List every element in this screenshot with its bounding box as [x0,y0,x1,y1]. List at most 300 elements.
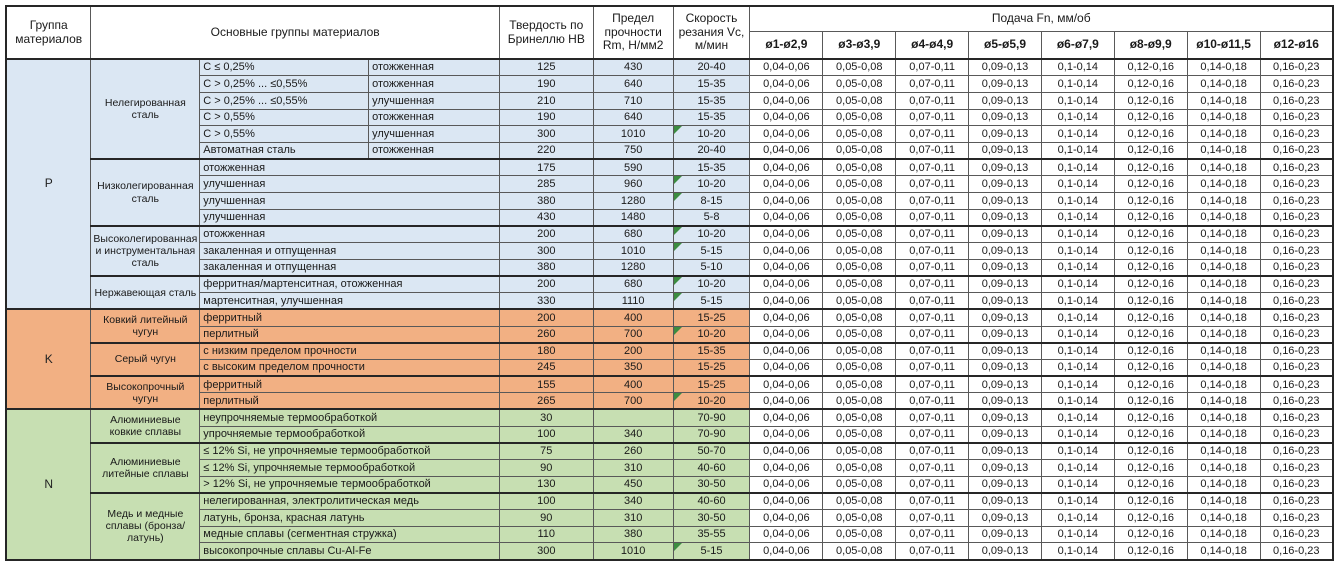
hardness-cell[interactable]: 220 [499,142,593,159]
feed-cell[interactable]: 0,07-0,11 [896,193,969,210]
feed-cell[interactable]: 0,12-0,16 [1114,543,1187,560]
subgroup-name-cell[interactable]: Алюминиевые литейные сплавы [91,443,200,493]
material-desc-cell[interactable]: улучшенная [200,193,500,210]
feed-cell[interactable]: 0,09-0,13 [969,59,1042,76]
tensile-cell[interactable]: 700 [593,326,673,343]
subgroup-name-cell[interactable]: Серый чугун [91,343,200,376]
feed-cell[interactable]: 0,14-0,18 [1187,142,1260,159]
feed-cell[interactable]: 0,05-0,08 [823,526,896,543]
feed-cell[interactable]: 0,12-0,16 [1114,476,1187,493]
feed-cell[interactable]: 0,14-0,18 [1187,476,1260,493]
tensile-cell[interactable]: 1480 [593,209,673,226]
header-main-material-groups[interactable]: Основные группы материалов [91,6,499,59]
feed-cell[interactable]: 0,07-0,11 [896,359,969,376]
feed-cell[interactable]: 0,04-0,06 [750,293,823,310]
feed-cell[interactable]: 0,1-0,14 [1041,443,1114,460]
material-desc-cell[interactable]: ферритный [200,376,500,393]
header-hardness-hb[interactable]: Твердость по Бринеллю HB [499,6,593,59]
feed-cell[interactable]: 0,14-0,18 [1187,426,1260,443]
feed-cell[interactable]: 0,04-0,06 [750,209,823,226]
tensile-cell[interactable]: 430 [593,59,673,76]
feed-cell[interactable]: 0,04-0,06 [750,476,823,493]
feed-cell[interactable]: 0,16-0,23 [1260,426,1333,443]
feed-cell[interactable]: 0,05-0,08 [823,126,896,143]
material-state-cell[interactable]: отожженная [369,142,500,159]
feed-cell[interactable]: 0,05-0,08 [823,443,896,460]
feed-cell[interactable]: 0,16-0,23 [1260,159,1333,176]
feed-cell[interactable]: 0,05-0,08 [823,460,896,477]
feed-cell[interactable]: 0,14-0,18 [1187,109,1260,126]
material-desc-cell[interactable]: улучшенная [200,176,500,193]
tensile-cell[interactable]: 710 [593,92,673,109]
feed-cell[interactable]: 0,05-0,08 [823,426,896,443]
tensile-cell[interactable]: 750 [593,142,673,159]
speed-cell[interactable]: 5-15 [673,543,750,560]
feed-cell[interactable]: 0,16-0,23 [1260,326,1333,343]
feed-cell[interactable]: 0,07-0,11 [896,243,969,260]
material-desc-cell[interactable]: ≤ 12% Si, не упрочняемые термообработкой [200,443,500,460]
feed-cell[interactable]: 0,07-0,11 [896,343,969,360]
feed-cell[interactable]: 0,07-0,11 [896,460,969,477]
hardness-cell[interactable]: 200 [499,276,593,293]
speed-cell[interactable]: 15-25 [673,309,750,326]
feed-cell[interactable]: 0,16-0,23 [1260,59,1333,76]
feed-cell[interactable]: 0,14-0,18 [1187,343,1260,360]
feed-cell[interactable]: 0,04-0,06 [750,309,823,326]
feed-cell[interactable]: 0,05-0,08 [823,76,896,93]
feed-cell[interactable]: 0,12-0,16 [1114,76,1187,93]
feed-cell[interactable]: 0,1-0,14 [1041,59,1114,76]
hardness-cell[interactable]: 130 [499,476,593,493]
feed-cell[interactable]: 0,1-0,14 [1041,293,1114,310]
feed-cell[interactable]: 0,14-0,18 [1187,92,1260,109]
speed-cell[interactable]: 15-25 [673,376,750,393]
feed-cell[interactable]: 0,16-0,23 [1260,142,1333,159]
speed-cell[interactable]: 10-20 [673,176,750,193]
feed-cell[interactable]: 0,04-0,06 [750,176,823,193]
feed-cell[interactable]: 0,05-0,08 [823,209,896,226]
feed-cell[interactable]: 0,12-0,16 [1114,226,1187,243]
feed-cell[interactable]: 0,07-0,11 [896,59,969,76]
feed-cell[interactable]: 0,16-0,23 [1260,359,1333,376]
speed-cell[interactable]: 15-35 [673,92,750,109]
feed-cell[interactable]: 0,05-0,08 [823,326,896,343]
tensile-cell[interactable]: 1010 [593,243,673,260]
feed-cell[interactable]: 0,07-0,11 [896,209,969,226]
hardness-cell[interactable]: 125 [499,59,593,76]
feed-cell[interactable]: 0,05-0,08 [823,276,896,293]
feed-cell[interactable]: 0,14-0,18 [1187,276,1260,293]
feed-cell[interactable]: 0,09-0,13 [969,276,1042,293]
header-material-group[interactable]: Группа материалов [6,6,91,59]
tensile-cell[interactable]: 700 [593,393,673,410]
hardness-cell[interactable]: 180 [499,343,593,360]
feed-cell[interactable]: 0,16-0,23 [1260,176,1333,193]
feed-cell[interactable]: 0,1-0,14 [1041,159,1114,176]
feed-cell[interactable]: 0,12-0,16 [1114,526,1187,543]
speed-cell[interactable]: 10-20 [673,326,750,343]
feed-cell[interactable]: 0,16-0,23 [1260,259,1333,276]
hardness-cell[interactable]: 90 [499,510,593,527]
feed-cell[interactable]: 0,1-0,14 [1041,359,1114,376]
hardness-cell[interactable]: 260 [499,326,593,343]
feed-cell[interactable]: 0,05-0,08 [823,259,896,276]
feed-cell[interactable]: 0,1-0,14 [1041,259,1114,276]
material-desc-cell[interactable]: упрочняемые термообработкой [200,426,500,443]
feed-cell[interactable]: 0,09-0,13 [969,209,1042,226]
feed-cell[interactable]: 0,1-0,14 [1041,343,1114,360]
feed-cell[interactable]: 0,07-0,11 [896,76,969,93]
material-desc-cell[interactable]: высокопрочные сплавы Cu-Al-Fe [200,543,500,560]
tensile-cell[interactable]: 640 [593,76,673,93]
feed-cell[interactable]: 0,05-0,08 [823,359,896,376]
feed-cell[interactable]: 0,04-0,06 [750,326,823,343]
tensile-cell[interactable]: 200 [593,343,673,360]
hardness-cell[interactable]: 100 [499,493,593,510]
feed-cell[interactable]: 0,05-0,08 [823,510,896,527]
feed-cell[interactable]: 0,12-0,16 [1114,176,1187,193]
tensile-cell[interactable]: 1010 [593,543,673,560]
feed-cell[interactable]: 0,04-0,06 [750,59,823,76]
speed-cell[interactable]: 10-20 [673,276,750,293]
group-letter-cell[interactable]: N [6,409,91,559]
hardness-cell[interactable]: 155 [499,376,593,393]
feed-cell[interactable]: 0,09-0,13 [969,376,1042,393]
feed-cell[interactable]: 0,05-0,08 [823,243,896,260]
feed-cell[interactable]: 0,07-0,11 [896,476,969,493]
feed-cell[interactable]: 0,14-0,18 [1187,76,1260,93]
header-feed-col[interactable]: ø4-ø4,9 [896,31,969,59]
feed-cell[interactable]: 0,04-0,06 [750,376,823,393]
feed-cell[interactable]: 0,16-0,23 [1260,226,1333,243]
feed-cell[interactable]: 0,1-0,14 [1041,276,1114,293]
feed-cell[interactable]: 0,05-0,08 [823,193,896,210]
feed-cell[interactable]: 0,07-0,11 [896,259,969,276]
tensile-cell[interactable]: 590 [593,159,673,176]
feed-cell[interactable]: 0,04-0,06 [750,126,823,143]
tensile-cell[interactable]: 1280 [593,193,673,210]
tensile-cell[interactable]: 960 [593,176,673,193]
tensile-cell[interactable]: 400 [593,376,673,393]
tensile-cell[interactable]: 340 [593,426,673,443]
material-state-cell[interactable]: отожженная [369,76,500,93]
feed-cell[interactable]: 0,04-0,06 [750,92,823,109]
feed-cell[interactable]: 0,09-0,13 [969,293,1042,310]
feed-cell[interactable]: 0,16-0,23 [1260,493,1333,510]
material-desc-cell[interactable]: C ≤ 0,25% [200,59,369,76]
feed-cell[interactable]: 0,09-0,13 [969,193,1042,210]
material-desc-cell[interactable]: ≤ 12% Si, упрочняемые термообработкой [200,460,500,477]
feed-cell[interactable]: 0,16-0,23 [1260,193,1333,210]
feed-cell[interactable]: 0,1-0,14 [1041,243,1114,260]
feed-cell[interactable]: 0,05-0,08 [823,493,896,510]
feed-cell[interactable]: 0,07-0,11 [896,159,969,176]
tensile-cell[interactable]: 450 [593,476,673,493]
feed-cell[interactable]: 0,1-0,14 [1041,92,1114,109]
feed-cell[interactable]: 0,16-0,23 [1260,243,1333,260]
feed-cell[interactable]: 0,14-0,18 [1187,359,1260,376]
feed-cell[interactable]: 0,05-0,08 [823,159,896,176]
speed-cell[interactable]: 35-55 [673,526,750,543]
feed-cell[interactable]: 0,14-0,18 [1187,526,1260,543]
feed-cell[interactable]: 0,04-0,06 [750,426,823,443]
feed-cell[interactable]: 0,16-0,23 [1260,460,1333,477]
material-desc-cell[interactable]: C > 0,25% ... ≤0,55% [200,76,369,93]
feed-cell[interactable]: 0,07-0,11 [896,92,969,109]
feed-cell[interactable]: 0,09-0,13 [969,142,1042,159]
speed-cell[interactable]: 10-20 [673,126,750,143]
feed-cell[interactable]: 0,14-0,18 [1187,309,1260,326]
feed-cell[interactable]: 0,14-0,18 [1187,259,1260,276]
feed-cell[interactable]: 0,09-0,13 [969,176,1042,193]
header-feed-col[interactable]: ø1-ø2,9 [750,31,823,59]
feed-cell[interactable]: 0,12-0,16 [1114,209,1187,226]
feed-cell[interactable]: 0,12-0,16 [1114,276,1187,293]
feed-cell[interactable]: 0,04-0,06 [750,226,823,243]
material-desc-cell[interactable]: с высоким пределом прочности [200,359,500,376]
tensile-cell[interactable]: 310 [593,460,673,477]
feed-cell[interactable]: 0,12-0,16 [1114,460,1187,477]
feed-cell[interactable]: 0,09-0,13 [969,243,1042,260]
hardness-cell[interactable]: 300 [499,126,593,143]
feed-cell[interactable]: 0,14-0,18 [1187,176,1260,193]
feed-cell[interactable]: 0,12-0,16 [1114,359,1187,376]
hardness-cell[interactable]: 75 [499,443,593,460]
feed-cell[interactable]: 0,07-0,11 [896,409,969,426]
feed-cell[interactable]: 0,04-0,06 [750,493,823,510]
feed-cell[interactable]: 0,09-0,13 [969,359,1042,376]
feed-cell[interactable]: 0,1-0,14 [1041,309,1114,326]
feed-cell[interactable]: 0,12-0,16 [1114,92,1187,109]
feed-cell[interactable]: 0,09-0,13 [969,526,1042,543]
speed-cell[interactable]: 15-25 [673,359,750,376]
speed-cell[interactable]: 5-10 [673,259,750,276]
feed-cell[interactable]: 0,07-0,11 [896,443,969,460]
feed-cell[interactable]: 0,14-0,18 [1187,159,1260,176]
feed-cell[interactable]: 0,16-0,23 [1260,109,1333,126]
hardness-cell[interactable]: 285 [499,176,593,193]
speed-cell[interactable]: 15-35 [673,109,750,126]
feed-cell[interactable]: 0,04-0,06 [750,343,823,360]
speed-cell[interactable]: 20-40 [673,142,750,159]
speed-cell[interactable]: 70-90 [673,426,750,443]
hardness-cell[interactable]: 110 [499,526,593,543]
material-state-cell[interactable]: отожженная [369,109,500,126]
feed-cell[interactable]: 0,07-0,11 [896,426,969,443]
feed-cell[interactable]: 0,05-0,08 [823,376,896,393]
tensile-cell[interactable]: 260 [593,443,673,460]
feed-cell[interactable]: 0,07-0,11 [896,293,969,310]
tensile-cell[interactable]: 340 [593,493,673,510]
feed-cell[interactable]: 0,1-0,14 [1041,426,1114,443]
material-desc-cell[interactable]: перлитный [200,393,500,410]
hardness-cell[interactable]: 200 [499,226,593,243]
material-desc-cell[interactable]: мартенситная, улучшенная [200,293,500,310]
feed-cell[interactable]: 0,07-0,11 [896,276,969,293]
feed-cell[interactable]: 0,09-0,13 [969,226,1042,243]
feed-cell[interactable]: 0,05-0,08 [823,59,896,76]
hardness-cell[interactable]: 30 [499,409,593,426]
feed-cell[interactable]: 0,09-0,13 [969,393,1042,410]
feed-cell[interactable]: 0,12-0,16 [1114,376,1187,393]
feed-cell[interactable]: 0,14-0,18 [1187,409,1260,426]
hardness-cell[interactable]: 245 [499,359,593,376]
speed-cell[interactable]: 5-8 [673,209,750,226]
feed-cell[interactable]: 0,1-0,14 [1041,476,1114,493]
speed-cell[interactable]: 30-50 [673,510,750,527]
tensile-cell[interactable]: 380 [593,526,673,543]
feed-cell[interactable]: 0,16-0,23 [1260,526,1333,543]
feed-cell[interactable]: 0,1-0,14 [1041,409,1114,426]
feed-cell[interactable]: 0,1-0,14 [1041,510,1114,527]
feed-cell[interactable]: 0,1-0,14 [1041,226,1114,243]
feed-cell[interactable]: 0,16-0,23 [1260,276,1333,293]
feed-cell[interactable]: 0,09-0,13 [969,326,1042,343]
feed-cell[interactable]: 0,09-0,13 [969,426,1042,443]
feed-cell[interactable]: 0,14-0,18 [1187,510,1260,527]
feed-cell[interactable]: 0,04-0,06 [750,443,823,460]
feed-cell[interactable]: 0,04-0,06 [750,76,823,93]
feed-cell[interactable]: 0,14-0,18 [1187,126,1260,143]
subgroup-name-cell[interactable]: Низколегированная сталь [91,159,200,226]
material-desc-cell[interactable]: закаленная и отпущенная [200,259,500,276]
subgroup-name-cell[interactable]: Нержавеющая сталь [91,276,200,309]
feed-cell[interactable]: 0,05-0,08 [823,543,896,560]
feed-cell[interactable]: 0,07-0,11 [896,176,969,193]
feed-cell[interactable]: 0,14-0,18 [1187,376,1260,393]
material-state-cell[interactable]: улучшенная [369,92,500,109]
feed-cell[interactable]: 0,09-0,13 [969,92,1042,109]
speed-cell[interactable]: 70-90 [673,409,750,426]
hardness-cell[interactable]: 190 [499,76,593,93]
feed-cell[interactable]: 0,14-0,18 [1187,226,1260,243]
material-state-cell[interactable]: отожженная [369,59,500,76]
feed-cell[interactable]: 0,07-0,11 [896,142,969,159]
feed-cell[interactable]: 0,14-0,18 [1187,293,1260,310]
feed-cell[interactable]: 0,05-0,08 [823,309,896,326]
header-feed-col[interactable]: ø6-ø7,9 [1041,31,1114,59]
hardness-cell[interactable]: 430 [499,209,593,226]
feed-cell[interactable]: 0,12-0,16 [1114,109,1187,126]
feed-cell[interactable]: 0,16-0,23 [1260,443,1333,460]
material-desc-cell[interactable]: отожженная [200,226,500,243]
feed-cell[interactable]: 0,12-0,16 [1114,393,1187,410]
feed-cell[interactable]: 0,1-0,14 [1041,493,1114,510]
feed-cell[interactable]: 0,16-0,23 [1260,126,1333,143]
feed-cell[interactable]: 0,16-0,23 [1260,409,1333,426]
speed-cell[interactable]: 30-50 [673,476,750,493]
tensile-cell[interactable] [593,409,673,426]
feed-cell[interactable]: 0,04-0,06 [750,460,823,477]
material-desc-cell[interactable]: медные сплавы (сегментная стружка) [200,526,500,543]
feed-cell[interactable]: 0,12-0,16 [1114,293,1187,310]
speed-cell[interactable]: 40-60 [673,460,750,477]
feed-cell[interactable]: 0,16-0,23 [1260,393,1333,410]
feed-cell[interactable]: 0,07-0,11 [896,393,969,410]
feed-cell[interactable]: 0,12-0,16 [1114,510,1187,527]
feed-cell[interactable]: 0,05-0,08 [823,109,896,126]
feed-cell[interactable]: 0,05-0,08 [823,409,896,426]
feed-cell[interactable]: 0,04-0,06 [750,526,823,543]
feed-cell[interactable]: 0,04-0,06 [750,142,823,159]
feed-cell[interactable]: 0,07-0,11 [896,493,969,510]
feed-cell[interactable]: 0,04-0,06 [750,276,823,293]
feed-cell[interactable]: 0,09-0,13 [969,343,1042,360]
feed-cell[interactable]: 0,1-0,14 [1041,393,1114,410]
material-desc-cell[interactable]: закаленная и отпущенная [200,243,500,260]
feed-cell[interactable]: 0,12-0,16 [1114,309,1187,326]
feed-cell[interactable]: 0,07-0,11 [896,309,969,326]
feed-cell[interactable]: 0,09-0,13 [969,259,1042,276]
speed-cell[interactable]: 10-20 [673,226,750,243]
feed-cell[interactable]: 0,09-0,13 [969,159,1042,176]
feed-cell[interactable]: 0,12-0,16 [1114,343,1187,360]
feed-cell[interactable]: 0,05-0,08 [823,293,896,310]
speed-cell[interactable]: 8-15 [673,193,750,210]
feed-cell[interactable]: 0,05-0,08 [823,176,896,193]
feed-cell[interactable]: 0,12-0,16 [1114,126,1187,143]
feed-cell[interactable]: 0,09-0,13 [969,309,1042,326]
feed-cell[interactable]: 0,04-0,06 [750,510,823,527]
feed-cell[interactable]: 0,14-0,18 [1187,543,1260,560]
material-desc-cell[interactable]: > 12% Si, не упрочняемые термообработкой [200,476,500,493]
header-feed-col[interactable]: ø3-ø3,9 [823,31,896,59]
feed-cell[interactable]: 0,1-0,14 [1041,142,1114,159]
group-letter-cell[interactable]: K [6,309,91,409]
feed-cell[interactable]: 0,12-0,16 [1114,243,1187,260]
feed-cell[interactable]: 0,04-0,06 [750,359,823,376]
material-desc-cell[interactable]: C > 0,25% ... ≤0,55% [200,92,369,109]
feed-cell[interactable]: 0,16-0,23 [1260,376,1333,393]
feed-cell[interactable]: 0,05-0,08 [823,343,896,360]
material-desc-cell[interactable]: ферритная/мартенситная, отожженная [200,276,500,293]
feed-cell[interactable]: 0,14-0,18 [1187,460,1260,477]
subgroup-name-cell[interactable]: Алюминиевые ковкие сплавы [91,409,200,442]
feed-cell[interactable]: 0,09-0,13 [969,476,1042,493]
speed-cell[interactable]: 20-40 [673,59,750,76]
header-feed-col[interactable]: ø12-ø16 [1260,31,1333,59]
material-desc-cell[interactable]: латунь, бронза, красная латунь [200,510,500,527]
feed-cell[interactable]: 0,12-0,16 [1114,59,1187,76]
feed-cell[interactable]: 0,16-0,23 [1260,209,1333,226]
feed-cell[interactable]: 0,14-0,18 [1187,59,1260,76]
hardness-cell[interactable]: 100 [499,426,593,443]
feed-cell[interactable]: 0,12-0,16 [1114,326,1187,343]
feed-cell[interactable]: 0,12-0,16 [1114,193,1187,210]
feed-cell[interactable]: 0,16-0,23 [1260,543,1333,560]
feed-cell[interactable]: 0,07-0,11 [896,526,969,543]
header-feed-title[interactable]: Подача Fn, мм/об [750,6,1333,31]
feed-cell[interactable]: 0,09-0,13 [969,443,1042,460]
feed-cell[interactable]: 0,09-0,13 [969,76,1042,93]
tensile-cell[interactable]: 680 [593,276,673,293]
feed-cell[interactable]: 0,09-0,13 [969,409,1042,426]
hardness-cell[interactable]: 380 [499,193,593,210]
feed-cell[interactable]: 0,09-0,13 [969,126,1042,143]
feed-cell[interactable]: 0,12-0,16 [1114,259,1187,276]
feed-cell[interactable]: 0,12-0,16 [1114,159,1187,176]
hardness-cell[interactable]: 90 [499,460,593,477]
speed-cell[interactable]: 15-35 [673,343,750,360]
subgroup-name-cell[interactable]: Высоколегированная и инструментальная сталь [91,226,200,276]
feed-cell[interactable]: 0,16-0,23 [1260,293,1333,310]
feed-cell[interactable]: 0,12-0,16 [1114,443,1187,460]
feed-cell[interactable]: 0,16-0,23 [1260,92,1333,109]
feed-cell[interactable]: 0,05-0,08 [823,226,896,243]
header-feed-col[interactable]: ø5-ø5,9 [969,31,1042,59]
feed-cell[interactable]: 0,04-0,06 [750,109,823,126]
material-desc-cell[interactable]: ферритный [200,309,500,326]
